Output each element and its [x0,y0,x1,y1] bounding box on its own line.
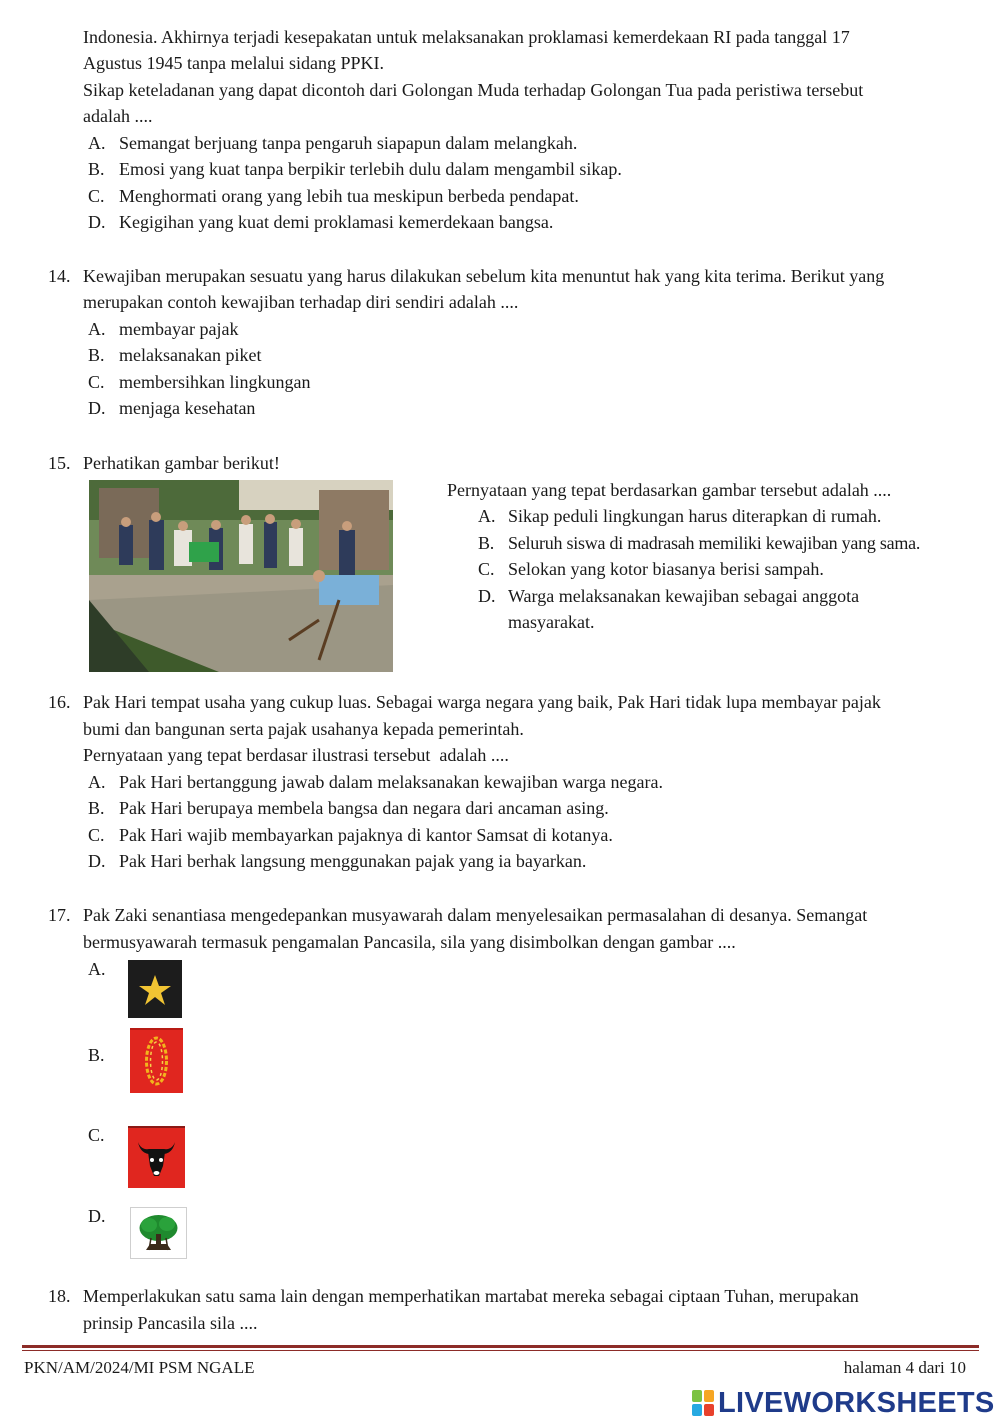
liveworksheets-logo-icon [692,1390,714,1416]
q16-option-b[interactable] [88,795,609,822]
q18-text-line1: Memperlakukan satu sama lain dengan memperhatikan martabat mereka sebagai ciptaan Tuhan, merupakan [83,1286,859,1306]
q16-text-line1: Pak Hari tempat usaha yang cukup luas. Sebagai warga negara yang baik, Pak Hari tidak lupa membayar pajak [83,692,881,712]
q13-text-line1: Indonesia. Akhirnya terjadi kesepakatan untuk melaksanakan proklamasi kemerdekaan RI pada tanggal 17 [83,27,850,47]
option-text: Emosi yang kuat tanpa berpikir terlebih dulu dalam mengambil sikap. [119,159,622,179]
q14-option-b[interactable] [88,342,261,369]
q17-number: 17. [48,905,71,925]
option-text: Semangat berjuang tanpa pengaruh siapapun dalam melangkah. [119,133,578,153]
option-letter: B. [88,345,105,365]
q16-text-line2: bumi dan bangunan serta pajak usahanya kepada pemerintah. [83,719,524,739]
q16-prompt: Pernyataan yang tepat berdasar ilustrasi tersebut adalah .... [83,745,509,765]
q16-option-a[interactable] [88,769,663,796]
option-letter: D. [88,851,106,871]
q15-option-a[interactable] [478,503,881,530]
brand-name: LIVEWORKSHEETS [718,1386,995,1419]
option-letter: C. [88,372,105,392]
chain-icon[interactable] [130,1028,183,1093]
option-letter: A. [88,319,106,339]
option-letter: B. [88,159,105,179]
option-text: Pak Hari berupaya membela bangsa dan negara dari ancaman asing. [119,798,609,818]
option-letter: C. [88,825,105,845]
q15-option-c[interactable] [478,556,824,583]
q15-option-d-continued: masyarakat. [508,612,595,632]
option-letter: C. [88,186,105,206]
q17-option-a-letter[interactable]: A. [88,959,106,979]
option-text: Warga melaksanakan kewajiban sebagai anggota [508,586,860,606]
q16-option-c[interactable] [88,822,613,849]
q14-option-a[interactable] [88,316,238,343]
q14-text-line1: Kewajiban merupakan sesuatu yang harus dilakukan sebelum kita menuntut hak yang kita terima. Berikut yang [83,266,885,286]
q13-prompt-line1: Sikap keteladanan yang dapat dicontoh dari Golongan Muda terhadap Golongan Tua pada peristiwa tersebut [83,80,864,100]
option-letter: A. [88,133,106,153]
option-letter: D. [478,586,496,606]
q17-text-line1: Pak Zaki senantiasa mengedepankan musyawarah dalam menyelesaikan permasalahan di desanya. Semangat [83,905,868,925]
bull-head-icon[interactable] [128,1126,185,1188]
q14-text-line2: merupakan contoh kewajiban terhadap diri sendiri adalah .... [83,292,519,312]
option-text: menjaga kesehatan [119,398,256,418]
q13-option-a[interactable] [88,130,577,157]
star-icon[interactable] [128,960,182,1018]
option-letter: D. [88,212,106,232]
q17-option-d-letter[interactable]: D. [88,1206,106,1226]
footer-divider-thick [22,1345,979,1348]
footer-divider-thin [22,1350,979,1351]
option-text: Pak Hari berhak langsung menggunakan pajak yang ia bayarkan. [119,851,587,871]
footer-document-code: PKN/AM/2024/MI PSM NGALE [24,1358,255,1377]
q16-number: 16. [48,692,71,712]
option-letter: C. [478,559,495,579]
q18-number: 18. [48,1286,71,1306]
banyan-tree-icon[interactable] [130,1207,187,1259]
q14-option-d[interactable] [88,395,255,422]
q13-text-line2: Agustus 1945 tanpa melalui sidang PPKI. [83,53,384,73]
footer-page-number: halaman 4 dari 10 [843,1358,966,1377]
option-text: Sikap peduli lingkungan harus diterapkan di rumah. [508,506,882,526]
option-text: membersihkan lingkungan [119,372,311,392]
q13-option-c[interactable] [88,183,579,210]
photo-illustration [89,480,393,672]
q15-option-b[interactable] [478,530,920,557]
q17-option-c-letter[interactable]: C. [88,1125,105,1145]
option-text: Menghormati orang yang lebih tua meskipun berbeda pendapat. [119,186,579,206]
q17-text-line2: bermusyawarah termasuk pengamalan Pancasila, sila yang disimbolkan dengan gambar .... [83,932,736,952]
option-letter: A. [478,506,496,526]
q13-option-d[interactable] [88,209,553,236]
q15-prompt: Pernyataan yang tepat berdasarkan gambar tersebut adalah .... [447,480,892,500]
q16-option-d[interactable] [88,848,586,875]
q18-text-line2: prinsip Pancasila sila .... [83,1313,258,1333]
option-letter: B. [88,798,105,818]
option-text: Selokan yang kotor biasanya berisi sampah. [508,559,824,579]
q13-option-b[interactable] [88,156,622,183]
option-text: Pak Hari wajib membayarkan pajaknya di kantor Samsat di kotanya. [119,825,613,845]
q13-prompt-line2: adalah .... [83,106,153,126]
q14-option-c[interactable] [88,369,310,396]
q15-option-d[interactable] [478,583,859,610]
option-text: membayar pajak [119,319,239,339]
option-text: Pak Hari bertanggung jawab dalam melaksanakan kewajiban warga negara. [119,772,663,792]
liveworksheets-brand[interactable] [692,1385,995,1421]
option-letter: B. [478,533,495,553]
option-text: melaksanakan piket [119,345,262,365]
option-text: Seluruh siswa di madrasah memiliki kewajiban yang sama. [508,533,921,553]
option-text: Kegigihan yang kuat demi proklamasi kemerdekaan bangsa. [119,212,554,232]
q17-option-b-letter[interactable]: B. [88,1045,105,1065]
community-cleanup-photo [89,480,393,672]
q14-number: 14. [48,266,71,286]
option-letter: A. [88,772,106,792]
q15-intro: Perhatikan gambar berikut! [83,453,280,473]
q15-number: 15. [48,453,71,473]
option-letter: D. [88,398,106,418]
